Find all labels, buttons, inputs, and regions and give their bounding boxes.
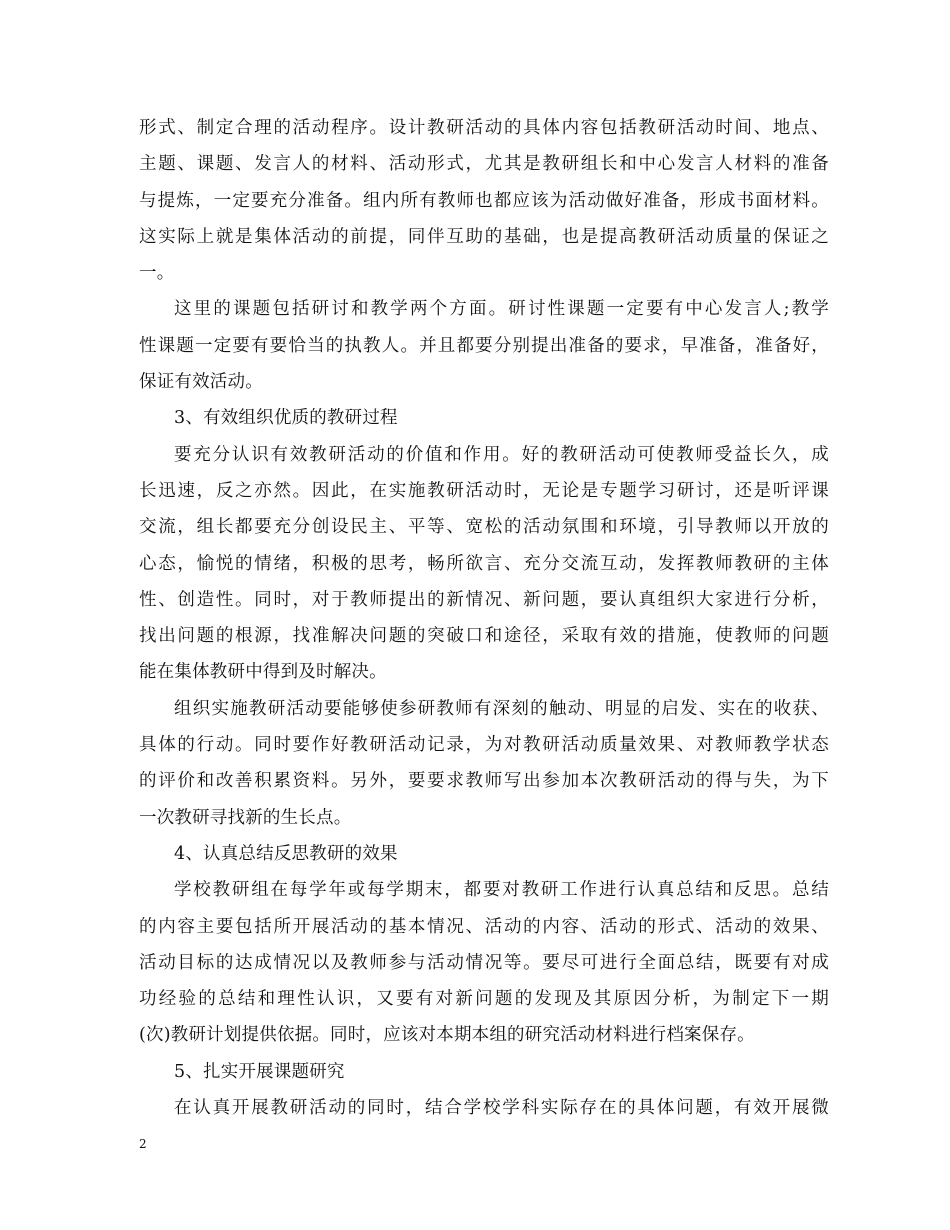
text-line: 组织实施教研活动要能够使参研教师有深刻的触动、明显的启发、实在的收获、: [174, 698, 829, 719]
section-heading: 5、扎实开展课题研究: [174, 1061, 345, 1082]
text-line: 交流，组长都要充分创设民主、平等、宽松的活动氛围和环境，引导教师以开放的: [139, 517, 829, 538]
text-line: 找出问题的根源，找准解决问题的突破口和途径，采取有效的措施，使教师的问题: [139, 626, 829, 647]
text-line: 功经验的总结和理性认识，又要有对新问题的发现及其原因分析，为制定下一期: [139, 989, 829, 1010]
text-line: 与提炼，一定要充分准备。组内所有教师也都应该为活动做好准备，形成书面材料。: [139, 190, 829, 211]
text-line: 性、创造性。同时，对于教师提出的新情况、新问题，要认真组织大家进行分析，: [139, 589, 829, 610]
text-line: 的内容主要包括所开展活动的基本情况、活动的内容、活动的形式、活动的效果、: [139, 916, 829, 937]
text-line: 学校教研组在每学年或每学期末，都要对教研工作进行认真总结和反思。总结: [174, 880, 829, 901]
text-line: 长迅速，反之亦然。因此，在实施教研活动时，无论是专题学习研讨，还是听评课: [139, 480, 829, 501]
text-line: 主题、课题、发言人的材料、活动形式，尤其是教研组长和中心发言人材料的准备: [139, 154, 829, 175]
section-heading: 4、认真总结反思教研的效果: [174, 843, 398, 864]
text-line: 一。: [139, 263, 175, 284]
text-line: 的评价和改善积累资料。另外，要要求教师写出参加本次教研活动的得与失，为下: [139, 771, 829, 792]
text-line: 这实际上就是集体活动的前提，同伴互助的基础，也是提高教研活动质量的保证之: [139, 226, 829, 247]
text-line: 具体的行动。同时要作好教研活动记录，为对教研活动质量效果、对教师教学状态: [139, 735, 829, 756]
text-line: 保证有效活动。: [139, 372, 263, 393]
text-line: 能在集体教研中得到及时解决。: [139, 662, 387, 683]
text-line: 这里的课题包括研讨和教学两个方面。研讨性课题一定要有中心发言人;教学: [174, 299, 829, 320]
body-text: [139, 110, 829, 1126]
section-heading: 3、有效组织优质的教研过程: [174, 408, 398, 429]
page-number: 2: [139, 1137, 147, 1151]
text-line: 心态，愉悦的情绪，积极的思考，畅所欲言、充分交流互动，发挥教师教研的主体: [139, 553, 829, 574]
text-line: 活动目标的达成情况以及教师参与活动情况等。要尽可进行全面总结，既要有对成: [139, 952, 829, 973]
text-line: (次)教研计划提供依据。同时，应该对本期本组的研究活动材料进行档案保存。: [139, 1025, 755, 1046]
text-line: 在认真开展教研活动的同时，结合学校学科实际存在的具体问题，有效开展微: [174, 1098, 829, 1119]
text-line: 形式、制定合理的活动程序。设计教研活动的具体内容包括教研活动时间、地点、: [139, 118, 829, 138]
text-line: 性课题一定要有要恰当的执教人。并且都要分别提出准备的要求，早准备，准备好，: [139, 335, 829, 356]
text-line: 要充分认识有效教研活动的价值和作用。好的教研活动可使教师受益长久，成: [174, 444, 829, 465]
text-line: 一次教研寻找新的生长点。: [139, 807, 352, 828]
